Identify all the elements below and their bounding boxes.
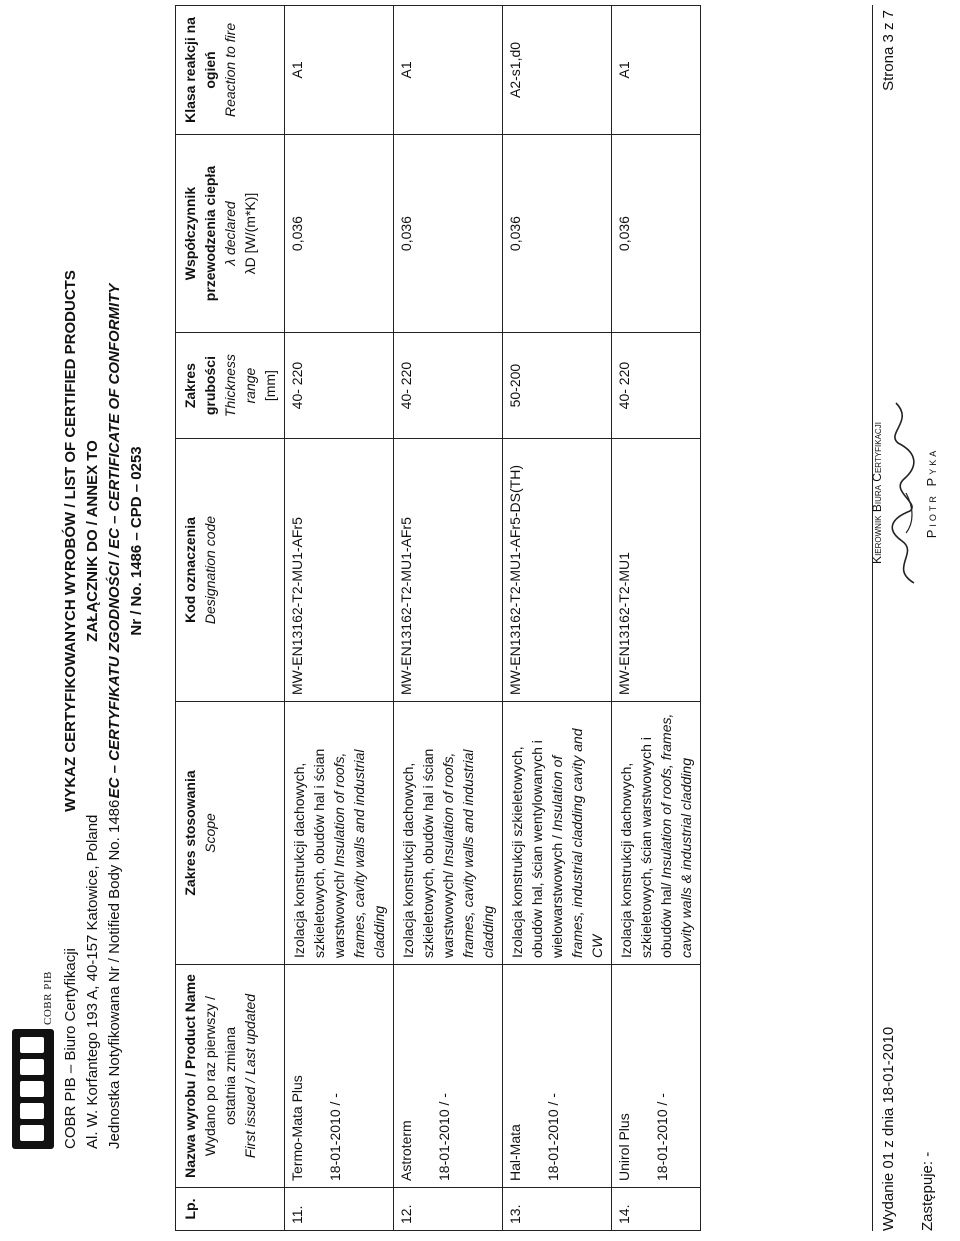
title-line: EC – CERTYFIKATU ZGODNOŚCI / EC – CERTIFICATE OF CONFORMITY [106,283,123,799]
col-scope: Zakres stosowania Scope [176,702,285,965]
col-designation-code: Kod oznaczenia Designation code [176,439,285,702]
row-thickness: 40- 220 [285,333,394,439]
row-code: MW-EN13162-T2-MU1-AFr5 [285,439,394,702]
table-row [612,6,701,1231]
row-code: MW-EN13162-T2-MU1-AFr5-DS(TH) [503,439,612,702]
row-product [503,965,612,1188]
scope-pl: Izolacja konstrukcji dachowych, szkieletowych, ścian warstwowych i obudów hal/ [618,737,674,958]
signature-block [870,343,939,643]
product-name: Termo-Mata Plus [289,1075,305,1181]
product-issued: 18-01-2010 / - [545,1093,561,1181]
table-row [503,6,612,1231]
edition-text: Wydanie 01 z dnia 18-01-2010 [880,1026,897,1231]
row-fire-class: A1 [612,6,701,135]
scope-pl: Izolacja konstrukcji dachowych, szkieletowych, obudów hal i ścian warstwowych/ [400,748,456,958]
handwritten-signature [884,383,924,603]
table-header-row [176,6,285,1231]
product-issued: 18-01-2010 / - [436,1093,452,1181]
col-lp: Lp. [176,1188,285,1231]
signer-title: Kierownik Biura Certyfikacji [870,422,884,564]
row-product [394,965,503,1188]
scope-en: Insulation of frames, industrial cladding cavity and CW [549,728,605,958]
scope-en: Insulation of roofs, frames, cavity walls & industrial cladding [658,713,694,958]
row-code: MW-EN13162-T2-MU1 [612,439,701,702]
row-scope [394,702,503,965]
row-product [285,965,394,1188]
product-issued: 18-01-2010 / - [327,1093,343,1181]
product-name: Astroterm [398,1120,414,1181]
row-scope [612,702,701,965]
row-fire-class: A1 [394,6,503,135]
col-product-name: Nazwa wyrobu / Product Name Wydano po raz pierwszy / ostatnia zmiana First issued / Last updated [176,965,285,1188]
col-lambda: Współczynnik przewodzenia ciepła λ declared λD [W/(m*K)] [176,134,285,332]
scope-en: Insulation of roofs, frames, cavity walls and industrial cladding [440,749,496,958]
company-logo [12,971,54,1149]
row-lambda: 0,036 [503,134,612,332]
product-name: Hal-Mata [507,1124,523,1181]
row-thickness: 40- 220 [612,333,701,439]
row-thickness: 40- 220 [394,333,503,439]
row-lp: 11. [285,1188,394,1231]
table-row [285,6,394,1231]
scope-pl: Izolacja konstrukcji dachowych, szkieletowych, obudów hal i ścian warstwowych/ [291,748,347,958]
document-title [60,221,148,861]
signer-name: Piotr Pyka [924,447,939,539]
issuer-line: Jednostka Notyfikowana Nr / Notified Body No. 1486 [106,799,123,1149]
title-line: ZAŁĄCZNIK DO / ANNEX TO [84,440,101,642]
replaces-text: Zastępuje: - [919,1151,936,1231]
footer-edition-block [880,1027,936,1231]
row-product [612,965,701,1188]
title-line: WYKAZ CERTYFIKOWANYCH WYROBÓW / LIST OF CERTIFIED PRODUCTS [62,270,79,812]
col-thickness: Zakres grubości Thickness range [mm] [176,333,285,439]
product-name: Unirol Plus [616,1113,632,1181]
page-number: Strona 3 z 7 [880,10,897,91]
row-scope [503,702,612,965]
row-lambda: 0,036 [285,134,394,332]
row-lambda: 0,036 [394,134,503,332]
certificate-number: Nr / No. 1486 – CPD – 0253 [128,446,145,636]
row-code: MW-EN13162-T2-MU1-AFr5 [394,439,503,702]
logo-mark [12,1029,54,1149]
product-issued: 18-01-2010 / - [654,1093,670,1181]
row-lp: 12. [394,1188,503,1231]
row-lambda: 0,036 [612,134,701,332]
row-scope [285,702,394,965]
logo-subtext: COBR PIB [42,971,54,1025]
row-lp: 14. [612,1188,701,1231]
row-lp: 13. [503,1188,612,1231]
scope-en: Insulation of roofs, frames, cavity walls and industrial cladding [331,749,387,958]
certified-products-table [175,5,701,1231]
issuer-line: Al. W. Korfantego 193 A, 40-157 Katowice, Poland [84,814,101,1149]
issuer-line: COBR PIB – Biuro Certyfikacji [62,948,79,1149]
col-fire-class: Klasa reakcji na ogień Reaction to fire [176,6,285,135]
row-thickness: 50-200 [503,333,612,439]
scope-pl: Izolacja konstrukcji szkieletowych, obudów hal, ścian wentylowanych i wielowarstwowych / [509,740,565,958]
table-row [394,6,503,1231]
row-fire-class: A1 [285,6,394,135]
row-fire-class: A2-s1,d0 [503,6,612,135]
